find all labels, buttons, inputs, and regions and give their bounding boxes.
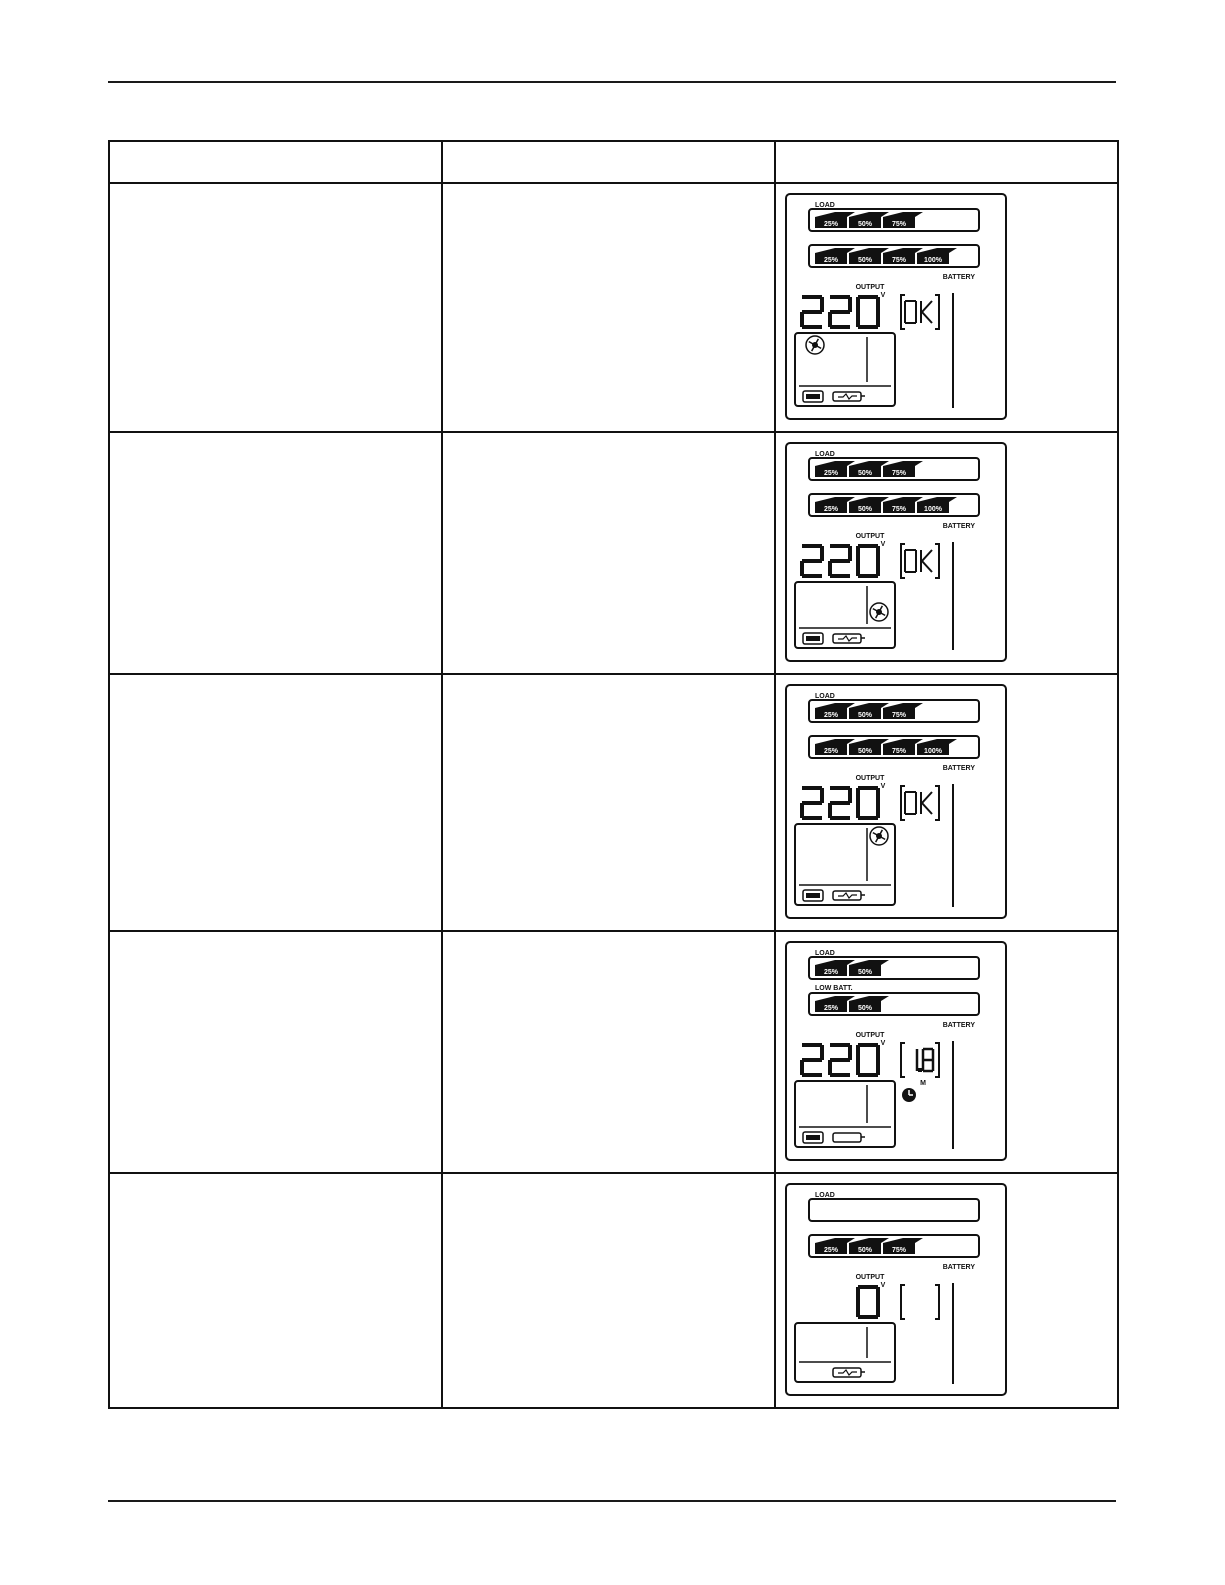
bar-segment-label: 100% (924, 506, 942, 513)
load-label: LOAD (815, 1192, 835, 1199)
battery-label: BATTERY (942, 1022, 975, 1029)
bar-segment-label: 50% (857, 712, 873, 719)
lcd-display (785, 193, 1007, 420)
battery-label: BATTERY (942, 1264, 975, 1271)
detail-cell (442, 183, 775, 432)
clock-icon (902, 1088, 916, 1102)
header-cell-1 (109, 141, 442, 183)
status-value: OK (785, 684, 787, 685)
output-label: OUTPUT (855, 533, 885, 540)
bar-segment-label: 25% (823, 712, 839, 719)
bar-segment-label: 50% (857, 1005, 873, 1012)
description-cell (109, 931, 442, 1173)
table-row (109, 432, 1118, 674)
lcd-display-cell (775, 1173, 1118, 1408)
bar-segment-label: 25% (823, 257, 839, 264)
bar-segment-label: 75% (891, 221, 907, 228)
bar-segment-label: 50% (857, 506, 873, 513)
lcd-display (785, 1183, 1007, 1396)
table-row (109, 183, 1118, 432)
bar-segment-label: 25% (823, 969, 839, 976)
status-unit-label: M (920, 1080, 926, 1087)
table-row (109, 1173, 1118, 1408)
lcd-display (785, 442, 1007, 662)
output-unit-label: V (880, 541, 886, 548)
bar-segment-label: 50% (857, 470, 873, 477)
lcd-display-cell (775, 674, 1118, 931)
bar-segment-label: 75% (891, 748, 907, 755)
header-rule (108, 81, 1116, 83)
lcd-display (785, 684, 1007, 919)
output-unit-label: V (880, 292, 886, 299)
bar-segment-label: 25% (823, 748, 839, 755)
load-label: LOAD (815, 693, 835, 700)
load-label: LOAD (815, 950, 835, 957)
bar-segment-label: 50% (857, 748, 873, 755)
bar-segment-label: 50% (857, 221, 873, 228)
header-cell-3 (775, 141, 1118, 183)
detail-cell (442, 674, 775, 931)
output-unit-label: V (880, 783, 886, 790)
bar-segment-label: 50% (857, 1247, 873, 1254)
detail-cell (442, 1173, 775, 1408)
output-label: OUTPUT (855, 1274, 885, 1281)
bar-segment-label: 100% (924, 748, 942, 755)
bar-segment-label: 75% (891, 257, 907, 264)
description-cell (109, 674, 442, 931)
table-header-row (109, 141, 1118, 183)
description-cell (109, 1173, 442, 1408)
bar-segment-label: 75% (891, 506, 907, 513)
bar-segment-label: 50% (857, 969, 873, 976)
output-label: OUTPUT (855, 775, 885, 782)
bar-segment-label: 75% (891, 1247, 907, 1254)
status-value: OK (785, 193, 787, 194)
bar-segment-label: 75% (891, 470, 907, 477)
bar-segment-label: 25% (823, 1247, 839, 1254)
battery-label: BATTERY (942, 274, 975, 281)
bar-segment-label: 50% (857, 257, 873, 264)
table-row (109, 931, 1118, 1173)
detail-cell (442, 931, 775, 1173)
load-label: LOAD (815, 451, 835, 458)
table-row (109, 674, 1118, 931)
description-cell (109, 183, 442, 432)
bar-segment-label: 25% (823, 470, 839, 477)
output-label: OUTPUT (855, 284, 885, 291)
battery-label: BATTERY (942, 765, 975, 772)
description-cell (109, 432, 442, 674)
lcd-table (108, 140, 1119, 1409)
bar-segment-label: 100% (924, 257, 942, 264)
lcd-display-cell (775, 432, 1118, 674)
status-value: 1.8 (785, 941, 787, 942)
header-cell-2 (442, 141, 775, 183)
battery-label: BATTERY (942, 523, 975, 530)
status-value: OK (785, 442, 787, 443)
bar-segment-label: 25% (823, 221, 839, 228)
bar-segment-label: 75% (891, 712, 907, 719)
output-unit-label: V (880, 1282, 886, 1289)
output-unit-label: V (880, 1040, 886, 1047)
battery-prefix-label: LOW BATT. (815, 985, 853, 992)
lcd-display-cell (775, 931, 1118, 1173)
output-label: OUTPUT (855, 1032, 885, 1039)
lcd-display-cell (775, 183, 1118, 432)
lcd-display (785, 941, 1007, 1161)
detail-cell (442, 432, 775, 674)
bar-segment-label: 25% (823, 1005, 839, 1012)
footer-rule (108, 1500, 1116, 1502)
load-label: LOAD (815, 202, 835, 209)
bar-segment-label: 25% (823, 506, 839, 513)
